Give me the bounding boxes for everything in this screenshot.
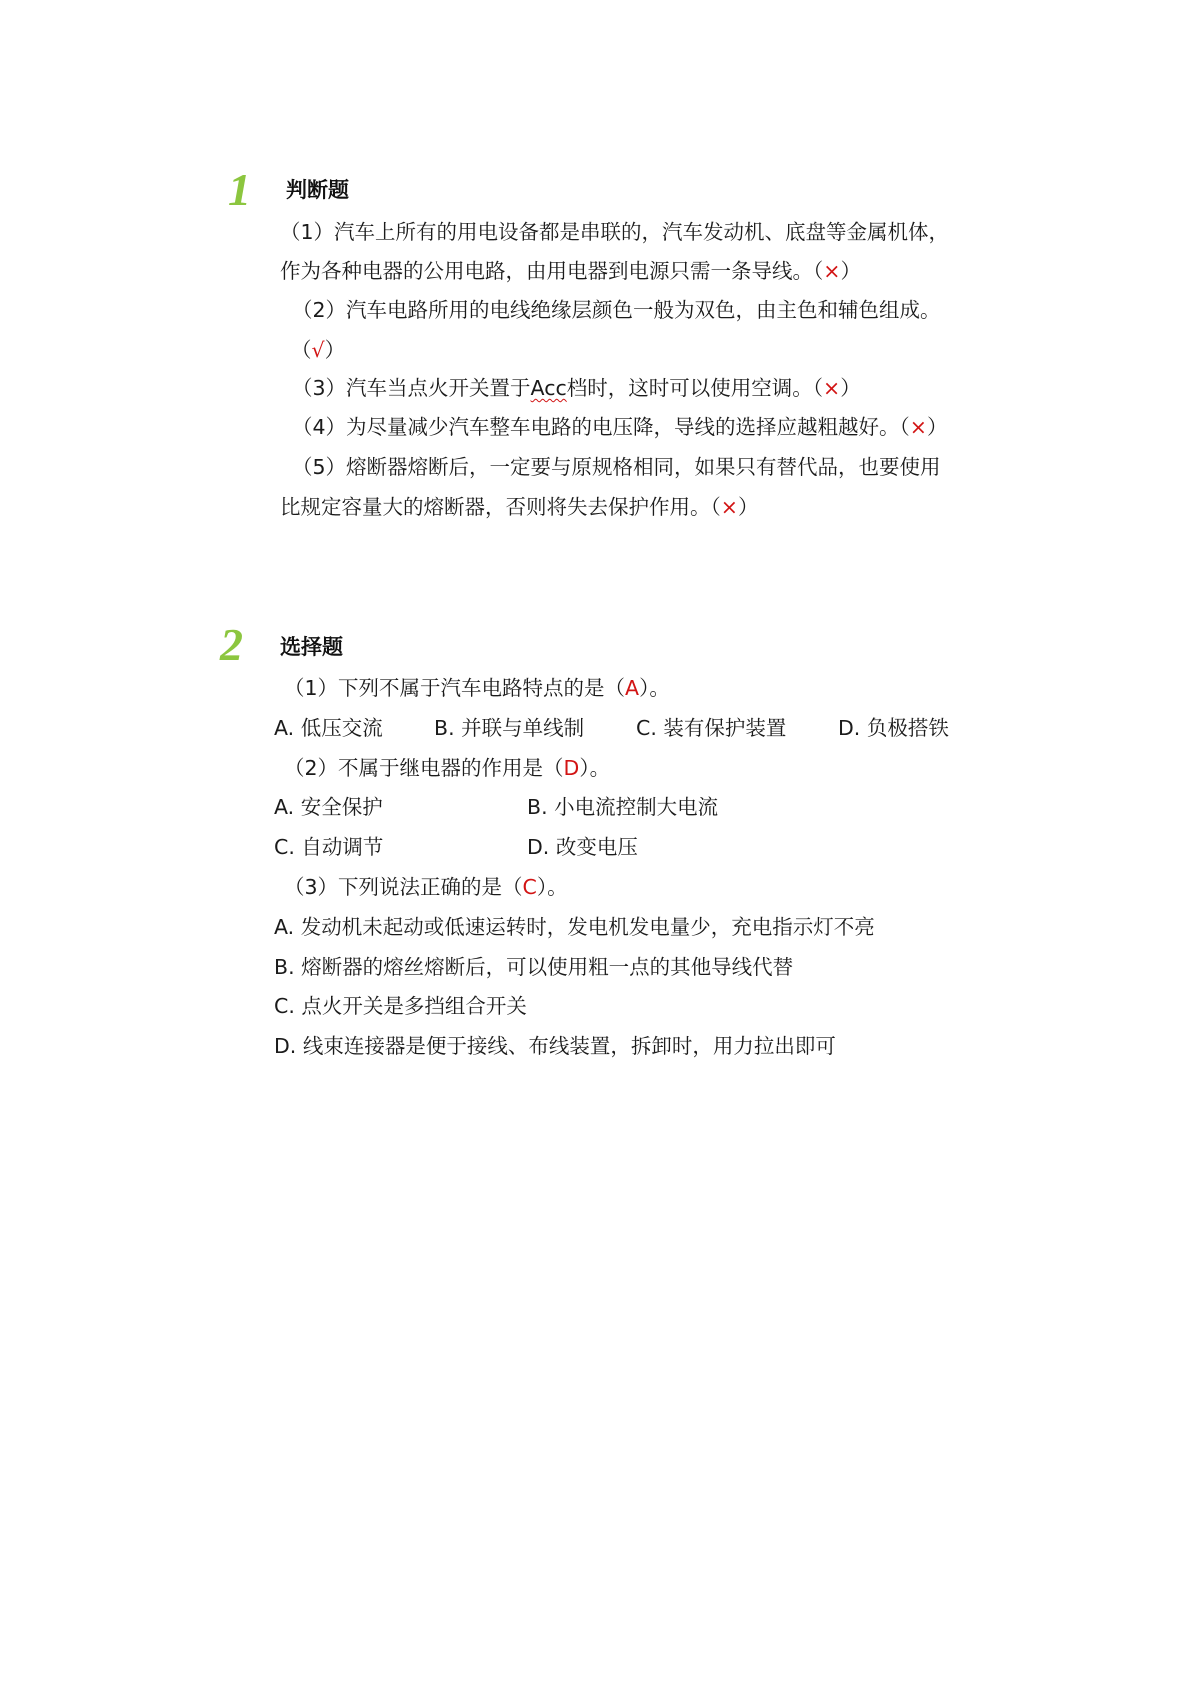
s1-q4-text: （4）为尽量减少汽车整车电路的电压降，导线的选择应越粗越好。（ <box>292 415 910 439</box>
s1-q5-line1: （5）熔断器熔断后，一定要与原规格相同，如果只有替代品，也要使用 <box>292 455 941 479</box>
s1-q3-answer: × <box>823 376 841 400</box>
s1-q1-line1: （1）汽车上所有的用电设备都是串联的，汽车发动机、底盘等金属机体， <box>280 220 950 244</box>
s2-q1-option-c: C. 装有保护装置 <box>636 716 787 740</box>
s1-q3-text-pre: （3）汽车当点火开关置于 <box>292 376 531 400</box>
s1-q3-line <box>292 374 861 402</box>
s2-q3-line <box>284 873 568 901</box>
s1-q2-answer: √ <box>311 338 325 362</box>
section-2-title: 选择题 <box>280 635 343 659</box>
s1-q1-line2 <box>280 257 861 285</box>
s2-q2-option-b: B. 小电流控制大电流 <box>527 795 719 819</box>
s2-q3-option-b: B. 熔断器的熔丝熔断后，可以使用粗一点的其他导线代替 <box>274 955 794 979</box>
s1-q5-text: 比规定容量大的熔断器，否则将失去保护作用。（ <box>280 495 721 519</box>
s1-q4-answer: × <box>909 415 927 439</box>
section-1-number: 1 <box>228 164 251 215</box>
s1-q3-acc: Acc <box>530 376 567 400</box>
s1-q2-line1: （2）汽车电路所用的电线绝缘层颜色一般为双色，由主色和辅色组成。 <box>292 298 941 322</box>
s1-q4-close: ） <box>926 415 948 439</box>
s2-q3-option-a: A. 发动机未起动或低速运转时，发电机发电量少，充电指示灯不亮 <box>274 915 875 939</box>
s2-q3-option-d: D. 线束连接器是便于接线、布线装置，拆卸时，用力拉出即可 <box>274 1034 836 1058</box>
s2-q1-option-d: D. 负极搭铁 <box>838 716 949 740</box>
s2-q1-answer: A <box>625 676 640 700</box>
s2-q1-line <box>284 674 670 702</box>
s2-q2-option-c: C. 自动调节 <box>274 835 384 859</box>
s1-q5-line2 <box>280 493 758 521</box>
s1-q3-text-post: 档时，这时可以使用空调。（ <box>566 376 824 400</box>
s2-q2-answer: D <box>563 756 580 780</box>
s2-q3-option-c: C. 点火开关是多挡组合开关 <box>274 994 527 1018</box>
s2-q2-line <box>284 754 610 782</box>
s2-q2-close: ）。 <box>579 756 611 780</box>
s2-q2-option-d: D. 改变电压 <box>527 835 638 859</box>
s1-q2-line2 <box>291 336 345 364</box>
s2-q3-close: ）。 <box>536 875 568 899</box>
section-2-number: 2 <box>220 619 243 670</box>
s1-q5-answer: × <box>720 495 738 519</box>
s2-q1-option-a: A. 低压交流 <box>274 716 383 740</box>
section-1-title: 判断题 <box>286 178 349 202</box>
s2-q1-text: （1）下列不属于汽车电路特点的是（ <box>284 676 626 700</box>
s1-q3-close: ） <box>840 376 861 400</box>
s1-q4-line <box>292 413 947 441</box>
s1-q5-close: ） <box>737 495 759 519</box>
s1-q1-answer: × <box>823 259 841 283</box>
s2-q2-option-a: A. 安全保护 <box>274 795 383 819</box>
s1-q1-close: ） <box>840 259 861 283</box>
s1-q1-text: 作为各种电器的公用电路，由用电器到电源只需一条导线。（ <box>280 259 824 283</box>
s2-q1-option-b: B. 并联与单线制 <box>434 716 585 740</box>
s1-q2-open: （ <box>291 338 312 362</box>
s2-q3-text: （3）下列说法正确的是（ <box>284 875 523 899</box>
s2-q2-text: （2）不属于继电器的作用是（ <box>284 756 564 780</box>
s1-q2-close: ） <box>324 338 346 362</box>
s2-q3-answer: C <box>522 875 537 899</box>
s2-q1-close: ）。 <box>639 676 670 700</box>
